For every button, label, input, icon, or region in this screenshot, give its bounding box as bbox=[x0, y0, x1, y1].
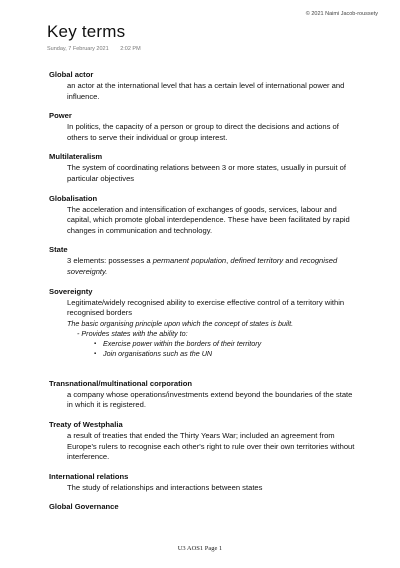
term-heading: State bbox=[49, 245, 68, 255]
term-heading: Globalisation bbox=[49, 193, 98, 203]
term-note: The basic organising principle upon which the concept of states is built. bbox=[67, 318, 294, 328]
term-entry bbox=[49, 379, 359, 411]
state-element-sovereignty: recognised sovereignty. bbox=[67, 256, 338, 276]
term-definition: a company whose operations/investments extend beyond the boundaries of the state in which it is registered. bbox=[67, 389, 353, 410]
bullet-item: ▪ Exercise power within the borders of their territory bbox=[103, 339, 359, 349]
term-definition: The acceleration and intensification of exchanges of goods, services, labour and capital, which promote global interdependence. These have been facilitated by rapid changes in communication and technology. bbox=[67, 204, 350, 235]
page-date: Sunday, 7 February 2021 bbox=[47, 46, 109, 52]
key-terms-list bbox=[49, 70, 359, 521]
term-definition: The study of relationships and interactions between states bbox=[67, 482, 263, 492]
term-entry bbox=[49, 194, 359, 237]
term-entry bbox=[49, 70, 359, 102]
state-element-territory: defined territory bbox=[230, 256, 284, 266]
term-sub-point: - Provides states with the ability to: bbox=[77, 328, 188, 338]
term-heading: International relations bbox=[49, 471, 129, 481]
term-entry bbox=[49, 472, 359, 494]
term-heading: Power bbox=[49, 111, 72, 121]
term-entry-state bbox=[49, 245, 359, 277]
state-separator: , bbox=[226, 256, 231, 266]
term-entry bbox=[49, 502, 359, 512]
page-footer: U3 AOS1 Page 1 bbox=[177, 545, 223, 552]
term-entry-sovereignty bbox=[49, 287, 359, 359]
page-time: 2:02 PM bbox=[120, 46, 141, 52]
state-prefix: 3 elements: possesses a bbox=[67, 256, 153, 266]
term-entry bbox=[49, 111, 359, 143]
term-definition: Legitimate/widely recognised ability to exercise effective control of a territory within recognised borders bbox=[67, 297, 345, 318]
term-heading: Global Governance bbox=[49, 502, 119, 512]
term-heading: Global actor bbox=[49, 70, 94, 79]
term-definition: In politics, the capacity of a person or group to direct the decisions and actions of others to serve their individual or group interest. bbox=[67, 122, 339, 142]
page-datetime bbox=[47, 46, 141, 52]
term-definition: an actor at the international level that has a certain level of international power and influence. bbox=[67, 81, 345, 101]
bullet-item: ▪ Join organisations such as the UN bbox=[103, 349, 359, 359]
term-entry bbox=[49, 152, 359, 184]
term-definition bbox=[67, 256, 359, 277]
term-definition: a result of treaties that ended the Thirty Years War; included an agreement from Europe's rulers to recognise each other's right to rule over their own territories without interference. bbox=[67, 430, 355, 462]
term-heading: Sovereignty bbox=[49, 286, 93, 296]
state-separator: and bbox=[283, 256, 301, 266]
state-element-population: permanent population bbox=[152, 256, 227, 266]
bullet-list bbox=[103, 339, 359, 359]
term-entry bbox=[49, 420, 359, 463]
term-definition: The system of coordinating relations between 3 or more states, usually in pursuit of particular objectives bbox=[67, 163, 346, 183]
term-heading: Treaty of Westphalia bbox=[49, 419, 123, 429]
page-title: Key terms bbox=[47, 22, 126, 41]
term-heading: Transnational/multinational corporation bbox=[49, 378, 193, 388]
term-heading: Multilateralism bbox=[49, 152, 103, 162]
copyright-notice: © 2021 Naimi Jacob-roussety bbox=[305, 11, 378, 17]
